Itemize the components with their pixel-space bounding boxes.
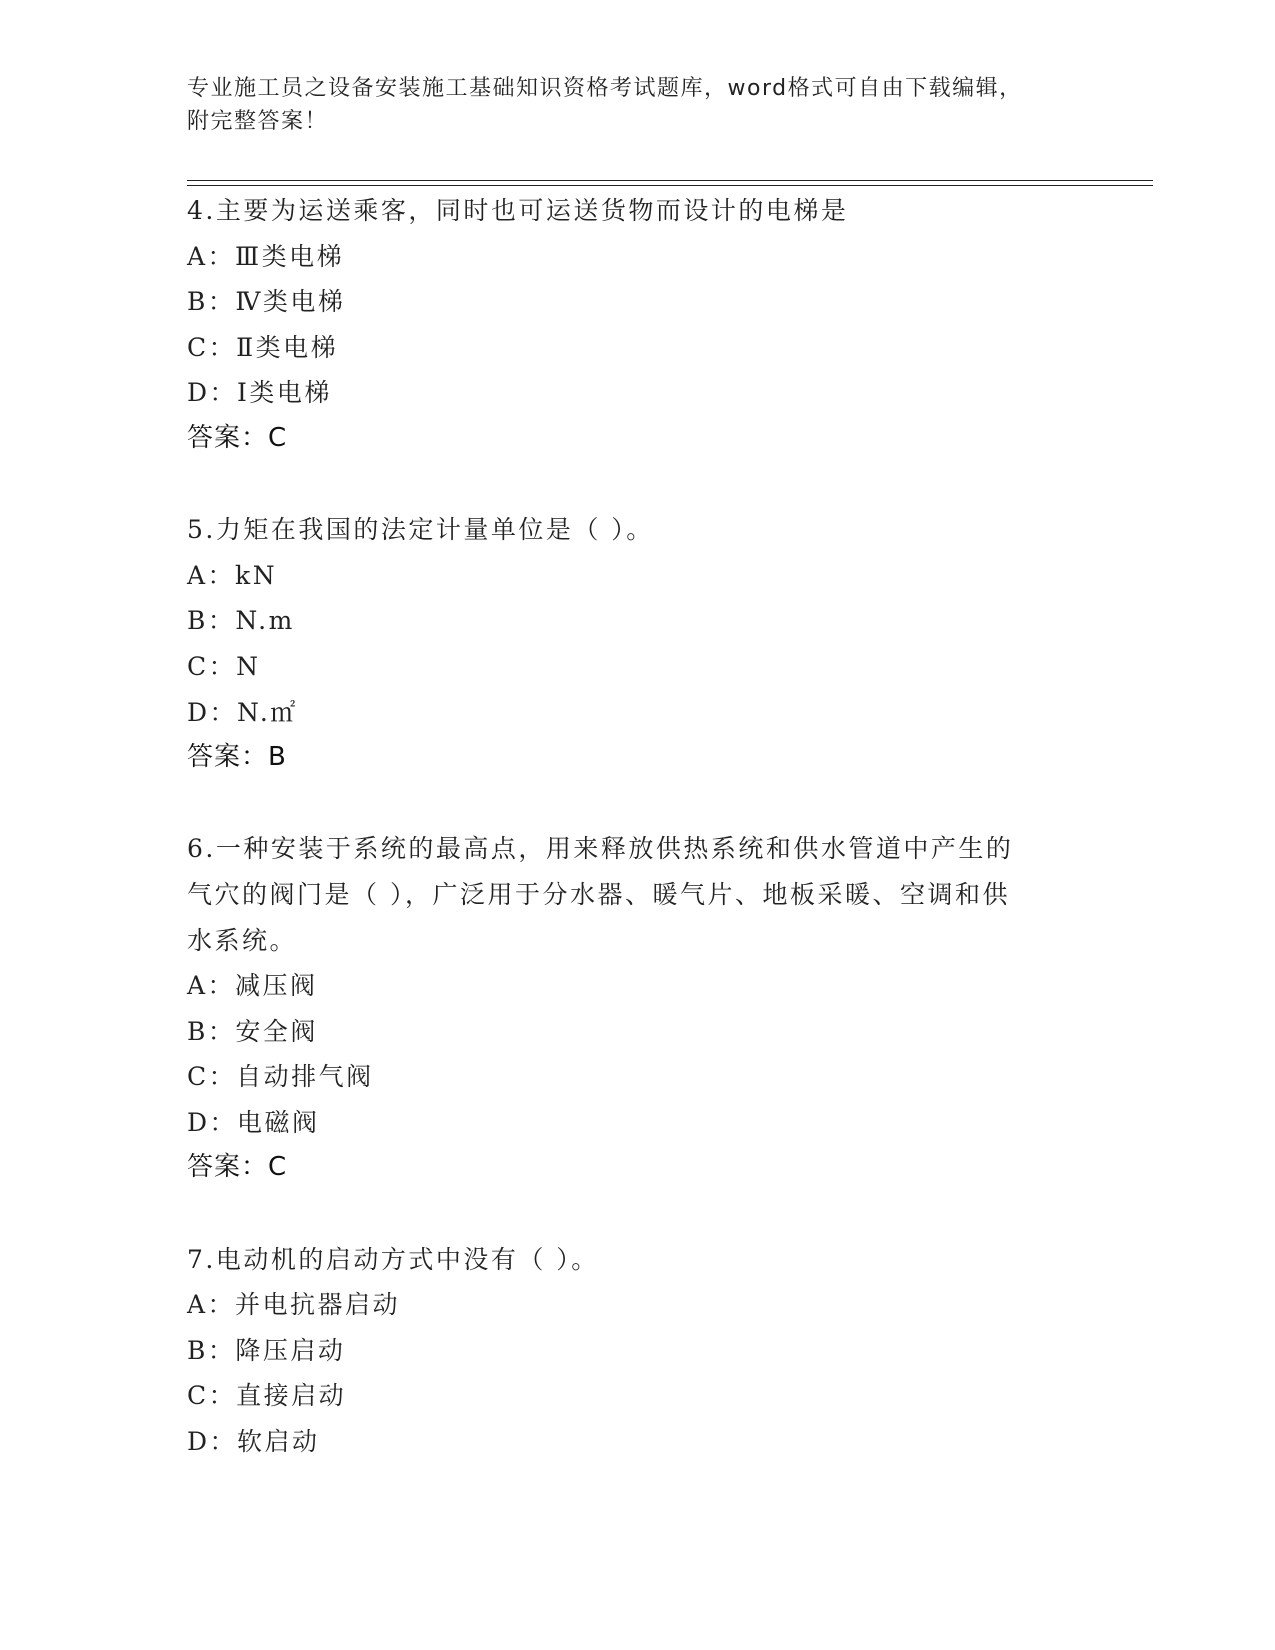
answer-line: 答案：C xyxy=(187,422,288,453)
option-b: B：Ⅳ类电梯 xyxy=(187,287,346,317)
answer-line: 答案：B xyxy=(187,742,287,773)
option-c: C：Ⅱ类电梯 xyxy=(187,332,339,362)
option-d: D：N.㎡ xyxy=(187,697,298,727)
question-6 xyxy=(187,826,1137,1191)
spacer xyxy=(187,1191,1137,1237)
question-stem-line-2: 气穴的阀门是（ ），广泛用于分水器、暖气片、地板采暖、空调和供 xyxy=(187,879,1010,909)
option-c: C：自动排气阀 xyxy=(187,1062,374,1092)
option-a: A：并电抗器启动 xyxy=(187,1290,401,1320)
spacer xyxy=(187,781,1137,827)
option-d: D：软启动 xyxy=(187,1427,320,1457)
question-4 xyxy=(187,188,1137,462)
header-divider-top xyxy=(187,180,1153,181)
question-stem-line-1: 6.一种安装于系统的最高点，用来释放供热系统和供水管道中产生的 xyxy=(187,834,1014,864)
option-a: A：减压阀 xyxy=(187,971,318,1001)
spacer xyxy=(187,462,1137,508)
option-b: B：安全阀 xyxy=(187,1016,318,1046)
document-header xyxy=(187,72,1087,138)
question-stem: 4.主要为运送乘客，同时也可运送货物而设计的电梯是 xyxy=(187,196,849,225)
option-c: C：直接启动 xyxy=(187,1381,347,1411)
question-stem: 5.力矩在我国的法定计量单位是（ ）。 xyxy=(187,515,654,545)
question-stem: 7.电动机的启动方式中没有（ ）。 xyxy=(187,1244,599,1274)
question-stem-line-3: 水系统。 xyxy=(187,925,298,955)
question-7 xyxy=(187,1237,1137,1465)
answer-line: 答案：C xyxy=(187,1152,288,1183)
option-c: C：N xyxy=(187,651,261,681)
header-divider-bottom xyxy=(187,185,1153,186)
option-a: A：Ⅲ类电梯 xyxy=(187,241,345,271)
question-list xyxy=(187,188,1137,1465)
option-d: D：Ⅰ类电梯 xyxy=(187,378,332,408)
option-b: B：降压启动 xyxy=(187,1335,346,1365)
option-b: B：N.m xyxy=(187,606,295,636)
option-d: D：电磁阀 xyxy=(187,1107,320,1137)
option-a: A：kN xyxy=(187,560,278,590)
header-line-2: 附完整答案！ xyxy=(187,109,329,134)
question-5 xyxy=(187,507,1137,781)
header-line-1: 专业施工员之设备安装施工基础知识资格考试题库，word格式可自由下载编辑， xyxy=(187,76,1023,101)
